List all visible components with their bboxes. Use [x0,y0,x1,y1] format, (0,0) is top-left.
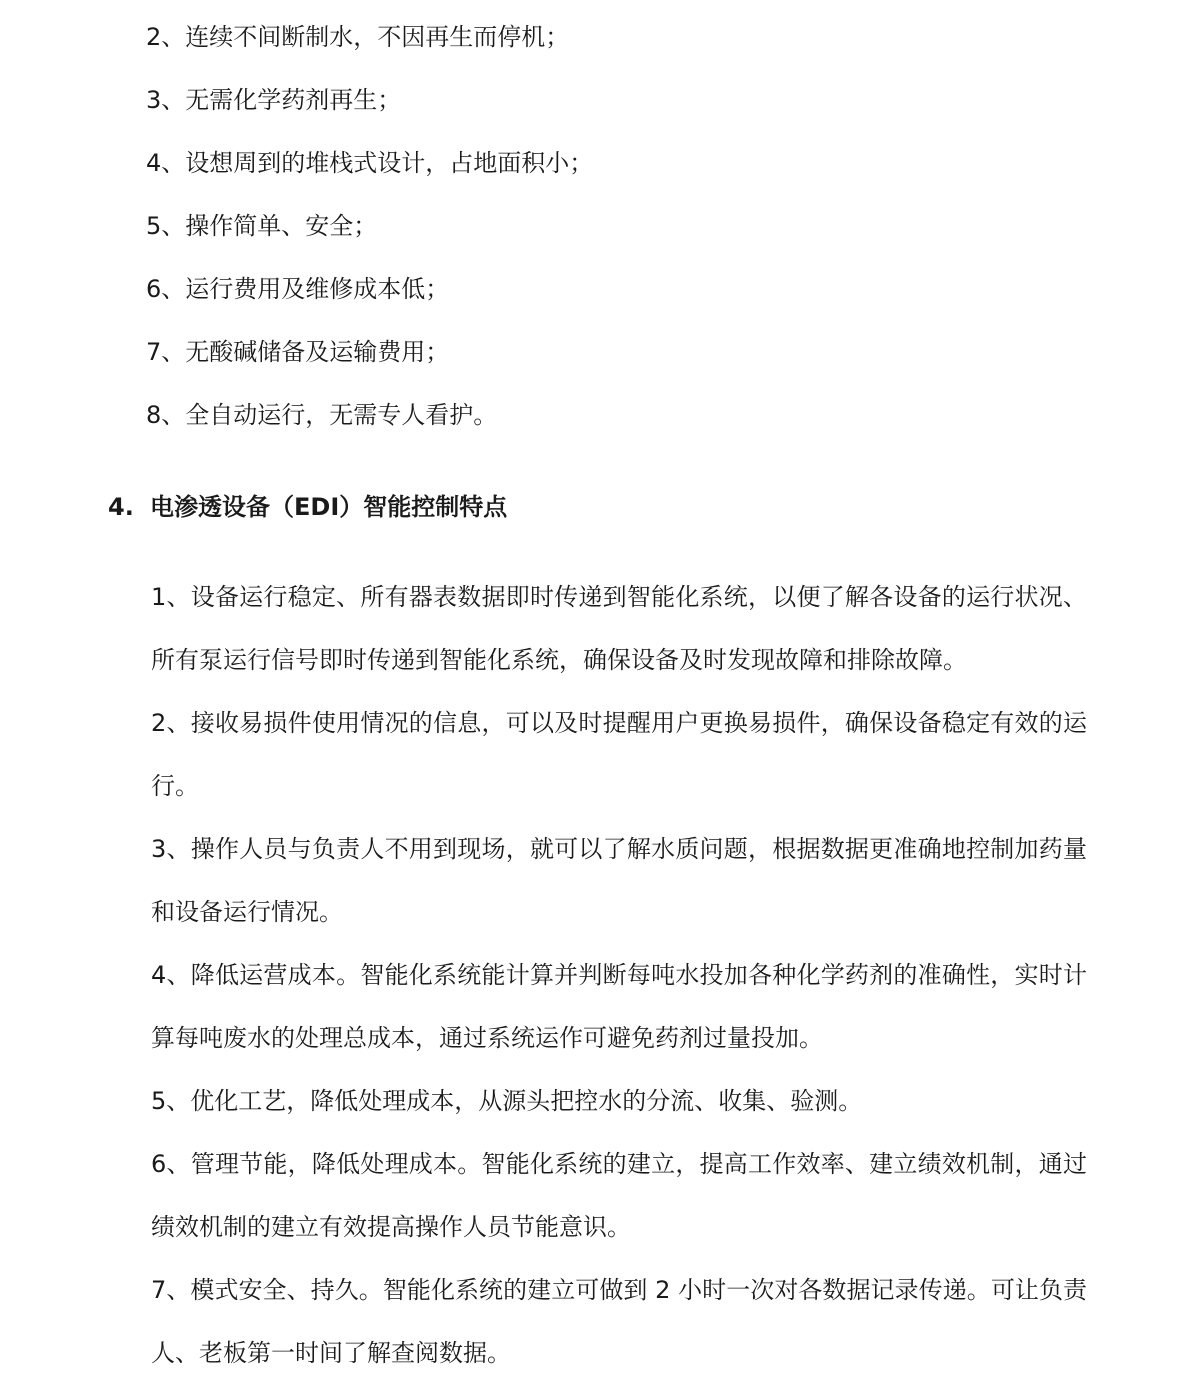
features-list [146,22,1106,463]
list-item: 5、操作简单、安全； [146,212,378,240]
paragraph: 2、接收易损件使用情况的信息，可以及时提醒用户更换易损件，确保设备稳定有效的运行。 [151,709,1087,800]
paragraph: 5、优化工艺，降低处理成本，从源头把控水的分流、收集、验测。 [151,1087,863,1115]
list-item: 7、无酸碱储备及运输费用； [146,338,450,366]
section-title: 电渗透设备（EDI）智能控制特点 [150,493,508,521]
list-item: 4、设想周到的堆栈式设计，占地面积小； [146,149,594,177]
paragraph: 3、操作人员与负责人不用到现场，就可以了解水质问题，根据数据更准确地控制加药量和设备运行情况。 [151,835,1087,926]
paragraph: 6、管理节能，降低处理成本。智能化系统的建立，提高工作效率、建立绩效机制，通过绩效机制的建立有效提高操作人员节能意识。 [151,1150,1087,1241]
control-points-list [151,566,1087,1385]
list-item: 8、全自动运行，无需专人看护。 [146,401,498,429]
paragraph: 4、降低运营成本。智能化系统能计算并判断每吨水投加各种化学药剂的准确性，实时计算每吨废水的处理总成本，通过系统运作可避免药剂过量投加。 [151,961,1087,1052]
paragraph: 7、模式安全、持久。智能化系统的建立可做到 2 小时一次对各数据记录传递。可让负责人、老板第一时间了解查阅数据。 [151,1276,1087,1367]
section-heading [108,492,507,522]
list-item: 6、运行费用及维修成本低； [146,275,450,303]
section-number: 4. [108,493,134,521]
paragraph: 1、设备运行稳定、所有器表数据即时传递到智能化系统，以便了解各设备的运行状况、所有泵运行信号即时传递到智能化系统，确保设备及时发现故障和排除故障。 [151,583,1087,674]
list-item: 2、连续不间断制水，不因再生而停机； [146,23,570,51]
list-item: 3、无需化学药剂再生； [146,86,402,114]
